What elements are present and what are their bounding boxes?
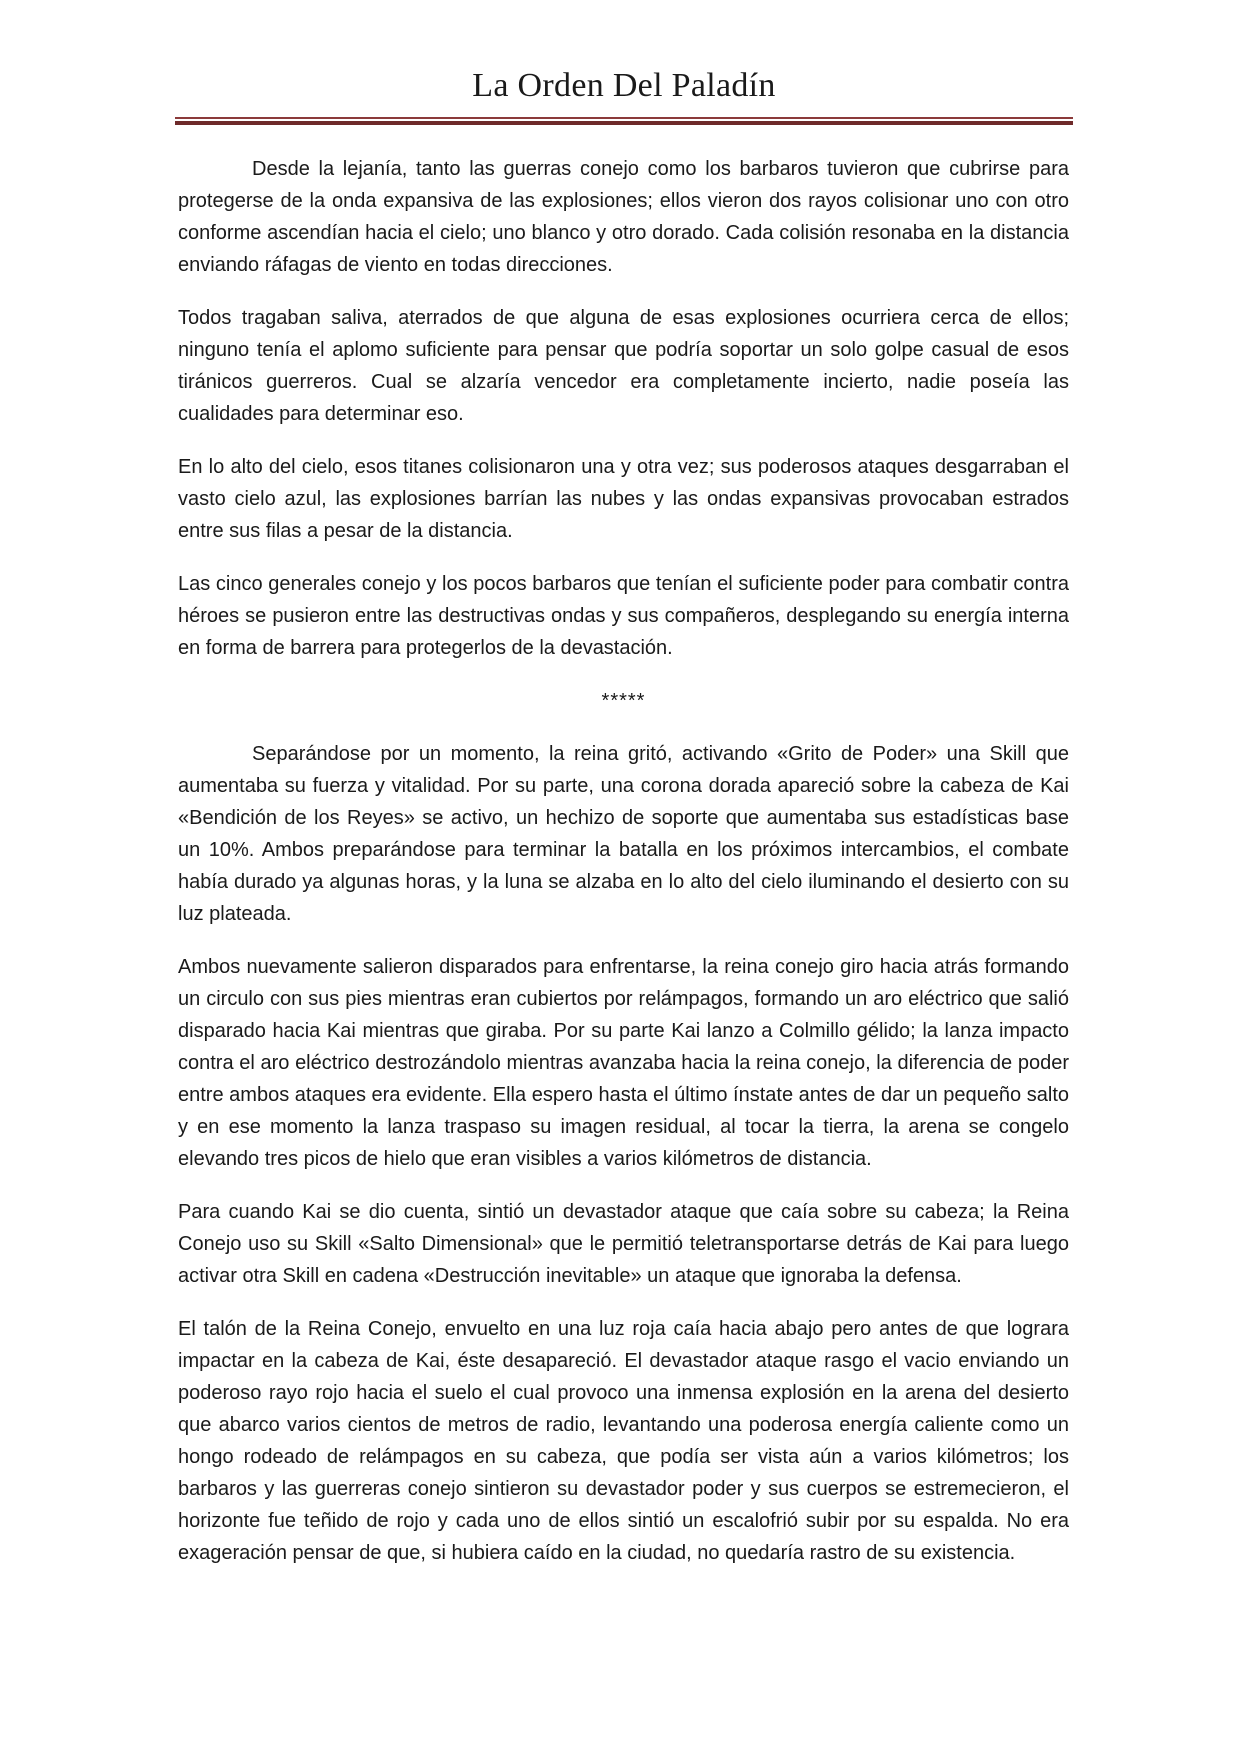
header-divider-thick-line bbox=[175, 121, 1073, 125]
paragraph-7: Para cuando Kai se dio cuenta, sintió un devastador ataque que caía sobre su cabeza; la Reina Conejo uso su Skill «Salto Dimensional» que le permitió teletransportarse detrás de Kai para luego activar otra Skill en cadena «Destrucción inevitable» un ataque que ignoraba la defensa. bbox=[178, 1201, 1069, 1287]
paragraph-4: Las cinco generales conejo y los pocos barbaros que tenían el suficiente poder para combatir contra héroes se pusieron entre las destructivas ondas y sus compañeros, desplegando su energía interna en forma de barrera para protegerlos de la devastación. bbox=[178, 573, 1069, 659]
paragraph-5: Separándose por un momento, la reina gritó, activando «Grito de Poder» una Skill que aumentaba su fuerza y vitalidad. Por su parte, una corona dorada apareció sobre la cabeza de Kai «Bendición de los Reyes» se activo, un hechizo de soporte que aumentaba sus estadísticas base un 10%. Ambos preparándose para terminar la batalla en los próximos intercambios, el combate había durado ya algunas horas, y la luna se alzaba en lo alto del cielo iluminando el desierto con su luz plateada. bbox=[178, 743, 1069, 925]
page-title: La Orden Del Paladín bbox=[472, 67, 776, 104]
document-body bbox=[178, 153, 1069, 1590]
paragraph-2: Todos tragaban saliva, aterrados de que alguna de esas explosiones ocurriera cerca de ellos; ninguno tenía el aplomo suficiente para pensar que podría soportar un solo golpe casual de esos tiránicos guerreros. Cual se alzaría vencedor era completamente incierto, nadie poseía las cualidades para determinar eso. bbox=[178, 307, 1069, 425]
paragraph-3: En lo alto del cielo, esos titanes colisionaron una y otra vez; sus poderosos ataques desgarraban el vasto cielo azul, las explosiones barrían las nubes y las ondas expansivas provocaban estrados entre sus filas a pesar de la distancia. bbox=[178, 456, 1069, 542]
scene-separator: ***** bbox=[601, 690, 646, 712]
page-header bbox=[175, 66, 1073, 106]
paragraph-6: Ambos nuevamente salieron disparados para enfrentarse, la reina conejo giro hacia atrás formando un circulo con sus pies mientras eran cubiertos por relámpagos, formando un aro eléctrico que salió disparado hacia Kai mientras que giraba. Por su parte Kai lanzo a Colmillo gélido; la lanza impacto contra el aro eléctrico destrozándolo mientras avanzaba hacia la reina conejo, la diferencia de poder entre ambos ataques era evidente. Ella espero hasta el último ínstate antes de dar un pequeño salto y en ese momento la lanza traspaso su imagen residual, al tocar la tierra, la arena se congelo elevando tres picos de hielo que eran visibles a varios kilómetros de distancia. bbox=[178, 956, 1069, 1170]
paragraph-1: Desde la lejanía, tanto las guerras conejo como los barbaros tuvieron que cubrirse para protegerse de la onda expansiva de las explosiones; ellos vieron dos rayos colisionar uno con otro conforme ascendían hacia el cielo; uno blanco y otro dorado. Cada colisión resonaba en la distancia enviando ráfagas de viento en todas direcciones. bbox=[178, 158, 1069, 276]
header-divider bbox=[175, 117, 1073, 125]
paragraph-8: El talón de la Reina Conejo, envuelto en una luz roja caía hacia abajo pero antes de que lograra impactar en la cabeza de Kai, éste desapareció. El devastador ataque rasgo el vacio enviando un poderoso rayo rojo hacia el suelo el cual provoco una inmensa explosión en la arena del desierto que abarco varios cientos de metros de radio, levantando una poderosa energía caliente como un hongo rodeado de relámpagos en su cabeza, que podía ser vista aún a varios kilómetros; los barbaros y las guerreras conejo sintieron su devastador poder y sus cuerpos se estremecieron, el horizonte fue teñido de rojo y cada uno de ellos sintió un escalofrió subir por su espalda. No era exageración pensar de que, si hubiera caído en la ciudad, no quedaría rastro de su existencia. bbox=[178, 1318, 1069, 1564]
header-divider-thin-line bbox=[175, 117, 1073, 119]
